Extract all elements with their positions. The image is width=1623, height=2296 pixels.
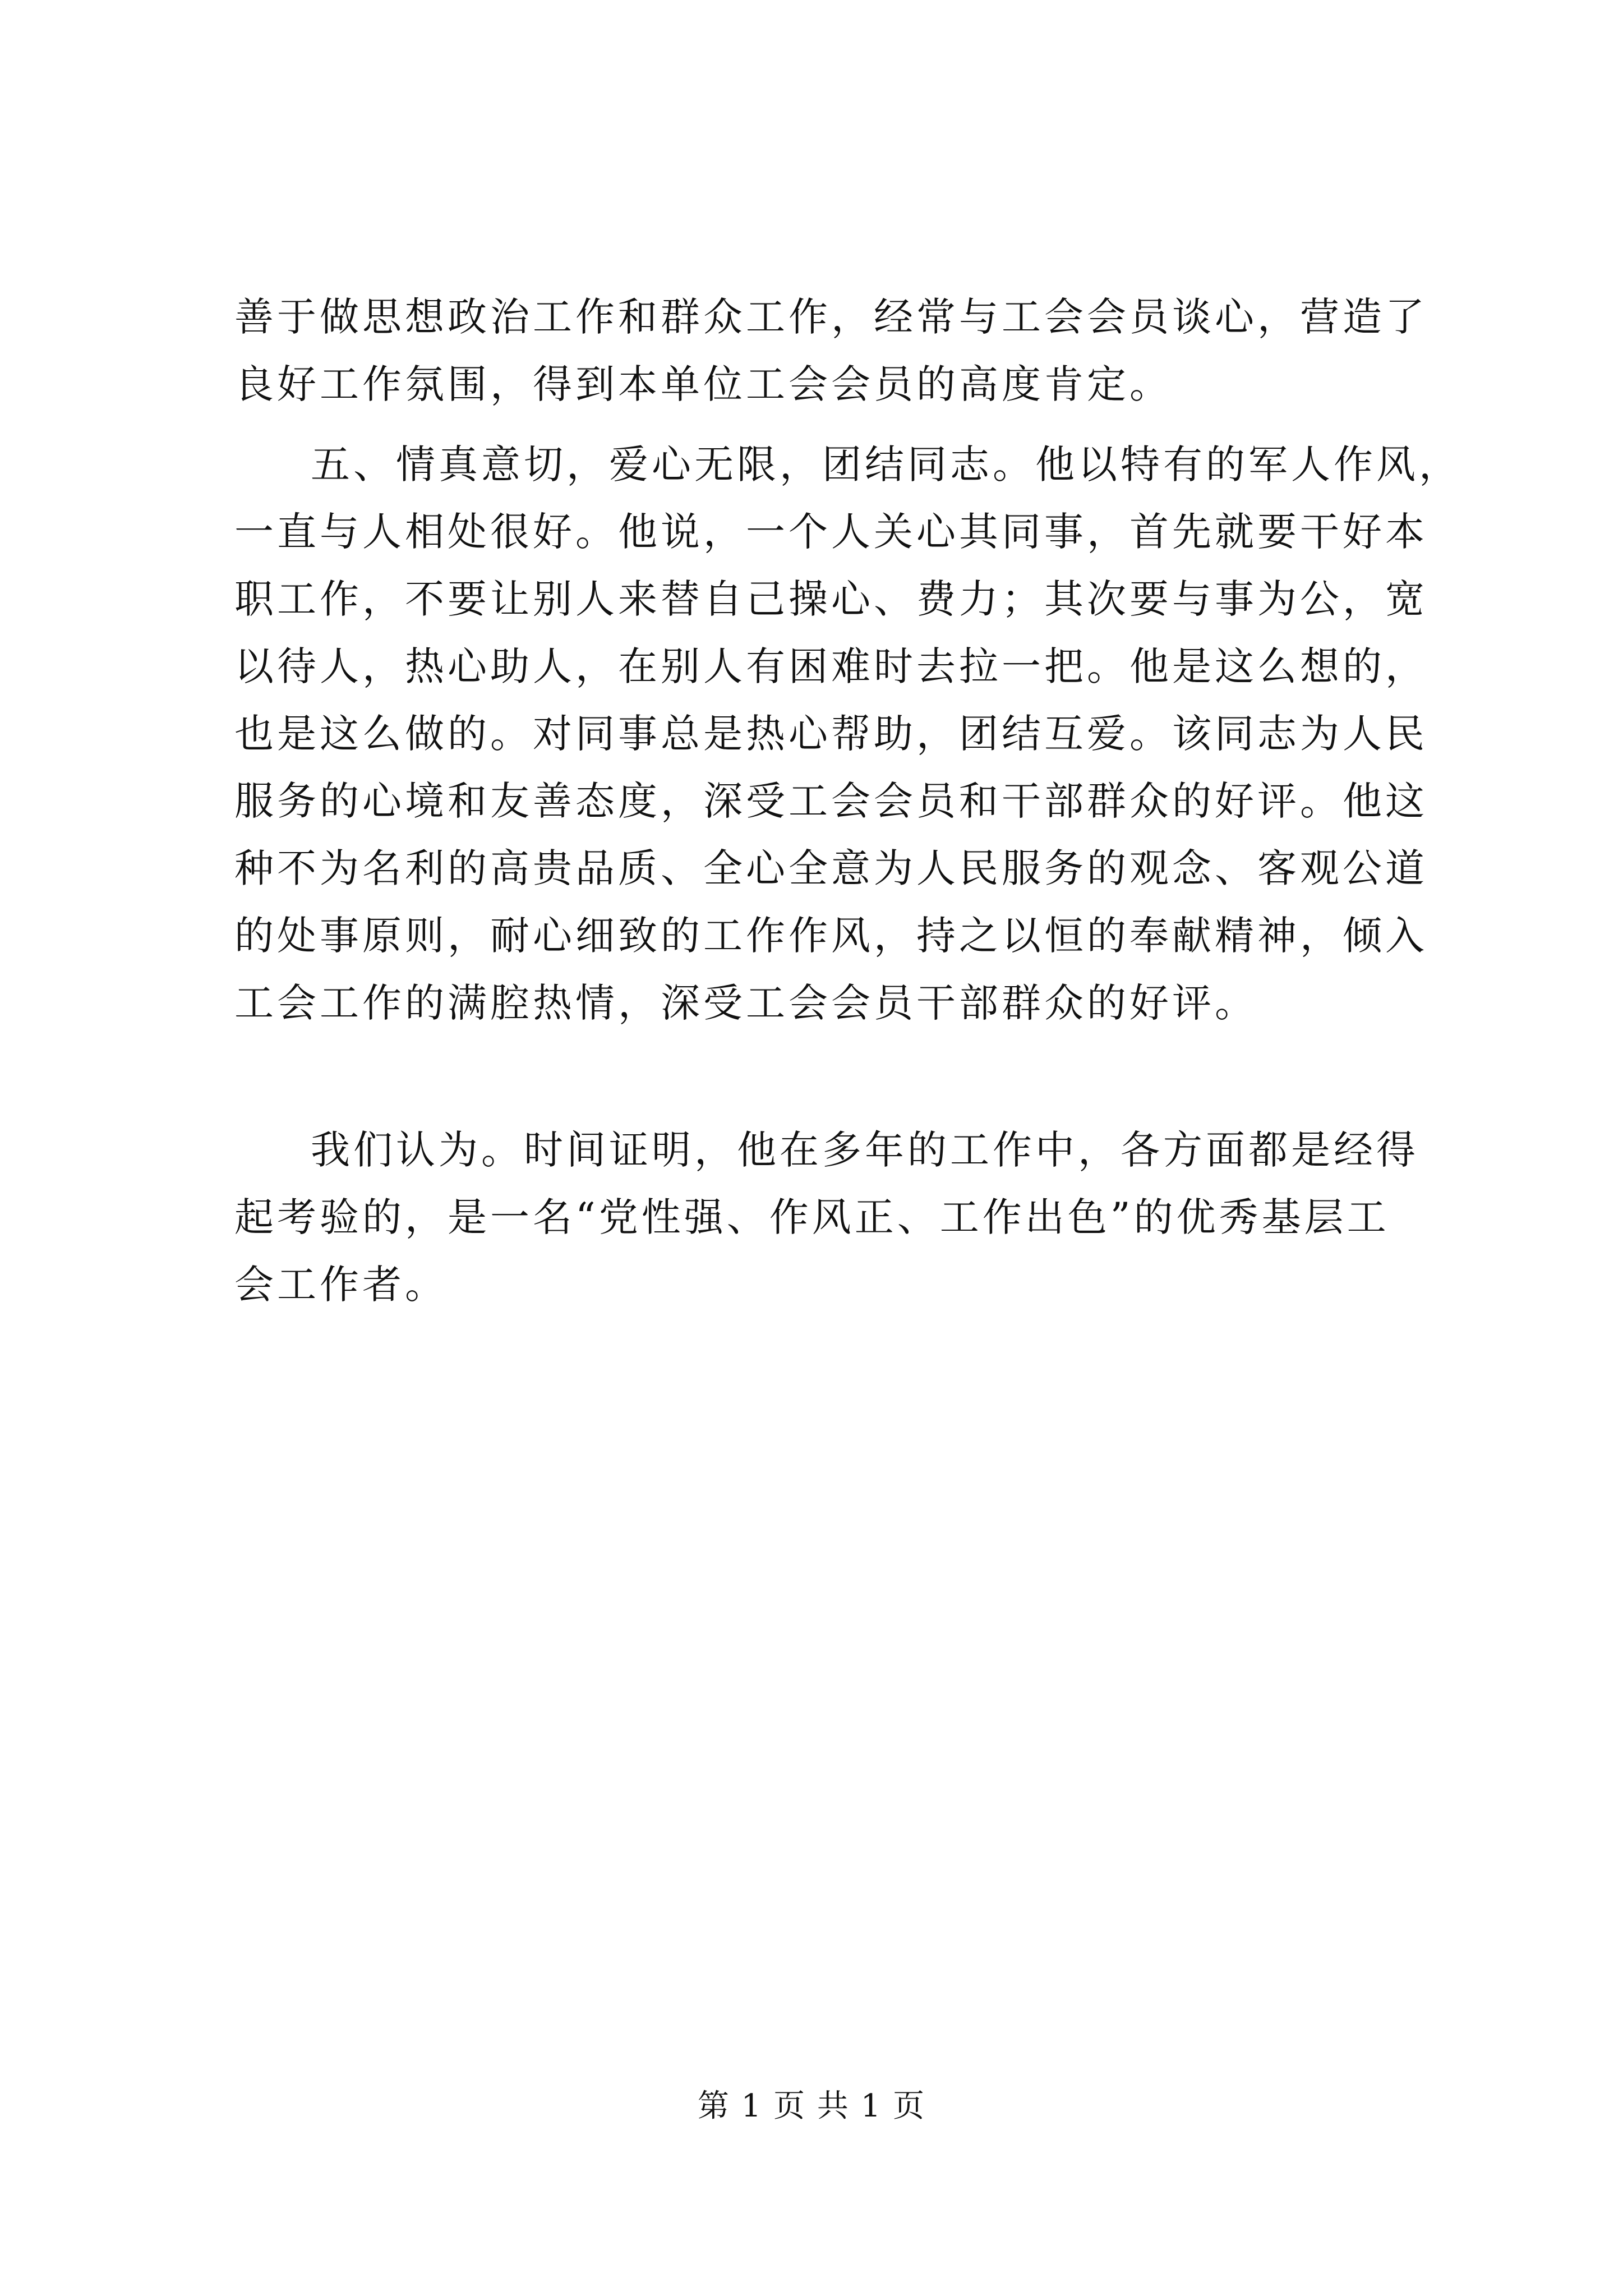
text-line: 工会工作的满腔热情，深受工会会员干部群众的好评。 bbox=[234, 980, 1257, 1026]
text-line: 一直与人相处很好。他说，一个人关心其同事，首先就要干好本 bbox=[234, 509, 1428, 555]
paragraph-start-line: 五、情真意切，爱心无限，团结同志。他以特有的军人作风， bbox=[311, 441, 1461, 487]
text-line: 良好工作氛围，得到本单位工会会员的高度肯定。 bbox=[234, 361, 1172, 407]
text-line: 也是这么做的。对同事总是热心帮助，团结互爱。该同志为人民 bbox=[234, 711, 1428, 757]
text-line: 会工作者。 bbox=[234, 1262, 448, 1308]
text-line: 善于做思想政治工作和群众工作，经常与工会会员谈心，营造了 bbox=[234, 294, 1428, 340]
text-line: 以待人，热心助人，在别人有困难时去拉一把。他是这么想的， bbox=[234, 643, 1428, 689]
page-number-footer: 第 1 页 共 1 页 bbox=[697, 2088, 926, 2124]
paragraph-start-line: 我们认为。时间证明，他在多年的工作中，各方面都是经得 bbox=[311, 1127, 1419, 1173]
text-line: 起考验的，是一名“党性强、作风正、工作出色”的优秀基层工 bbox=[234, 1194, 1390, 1240]
text-line: 的处事原则，耐心细致的工作作风，持之以恒的奉献精神，倾入 bbox=[234, 913, 1428, 959]
text-line: 服务的心境和友善态度，深受工会会员和干部群众的好评。他这 bbox=[234, 778, 1428, 824]
text-line: 职工作，不要让别人来替自己操心、费力；其次要与事为公，宽 bbox=[234, 576, 1428, 622]
text-line: 种不为名利的高贵品质、全心全意为人民服务的观念、客观公道 bbox=[234, 845, 1428, 891]
